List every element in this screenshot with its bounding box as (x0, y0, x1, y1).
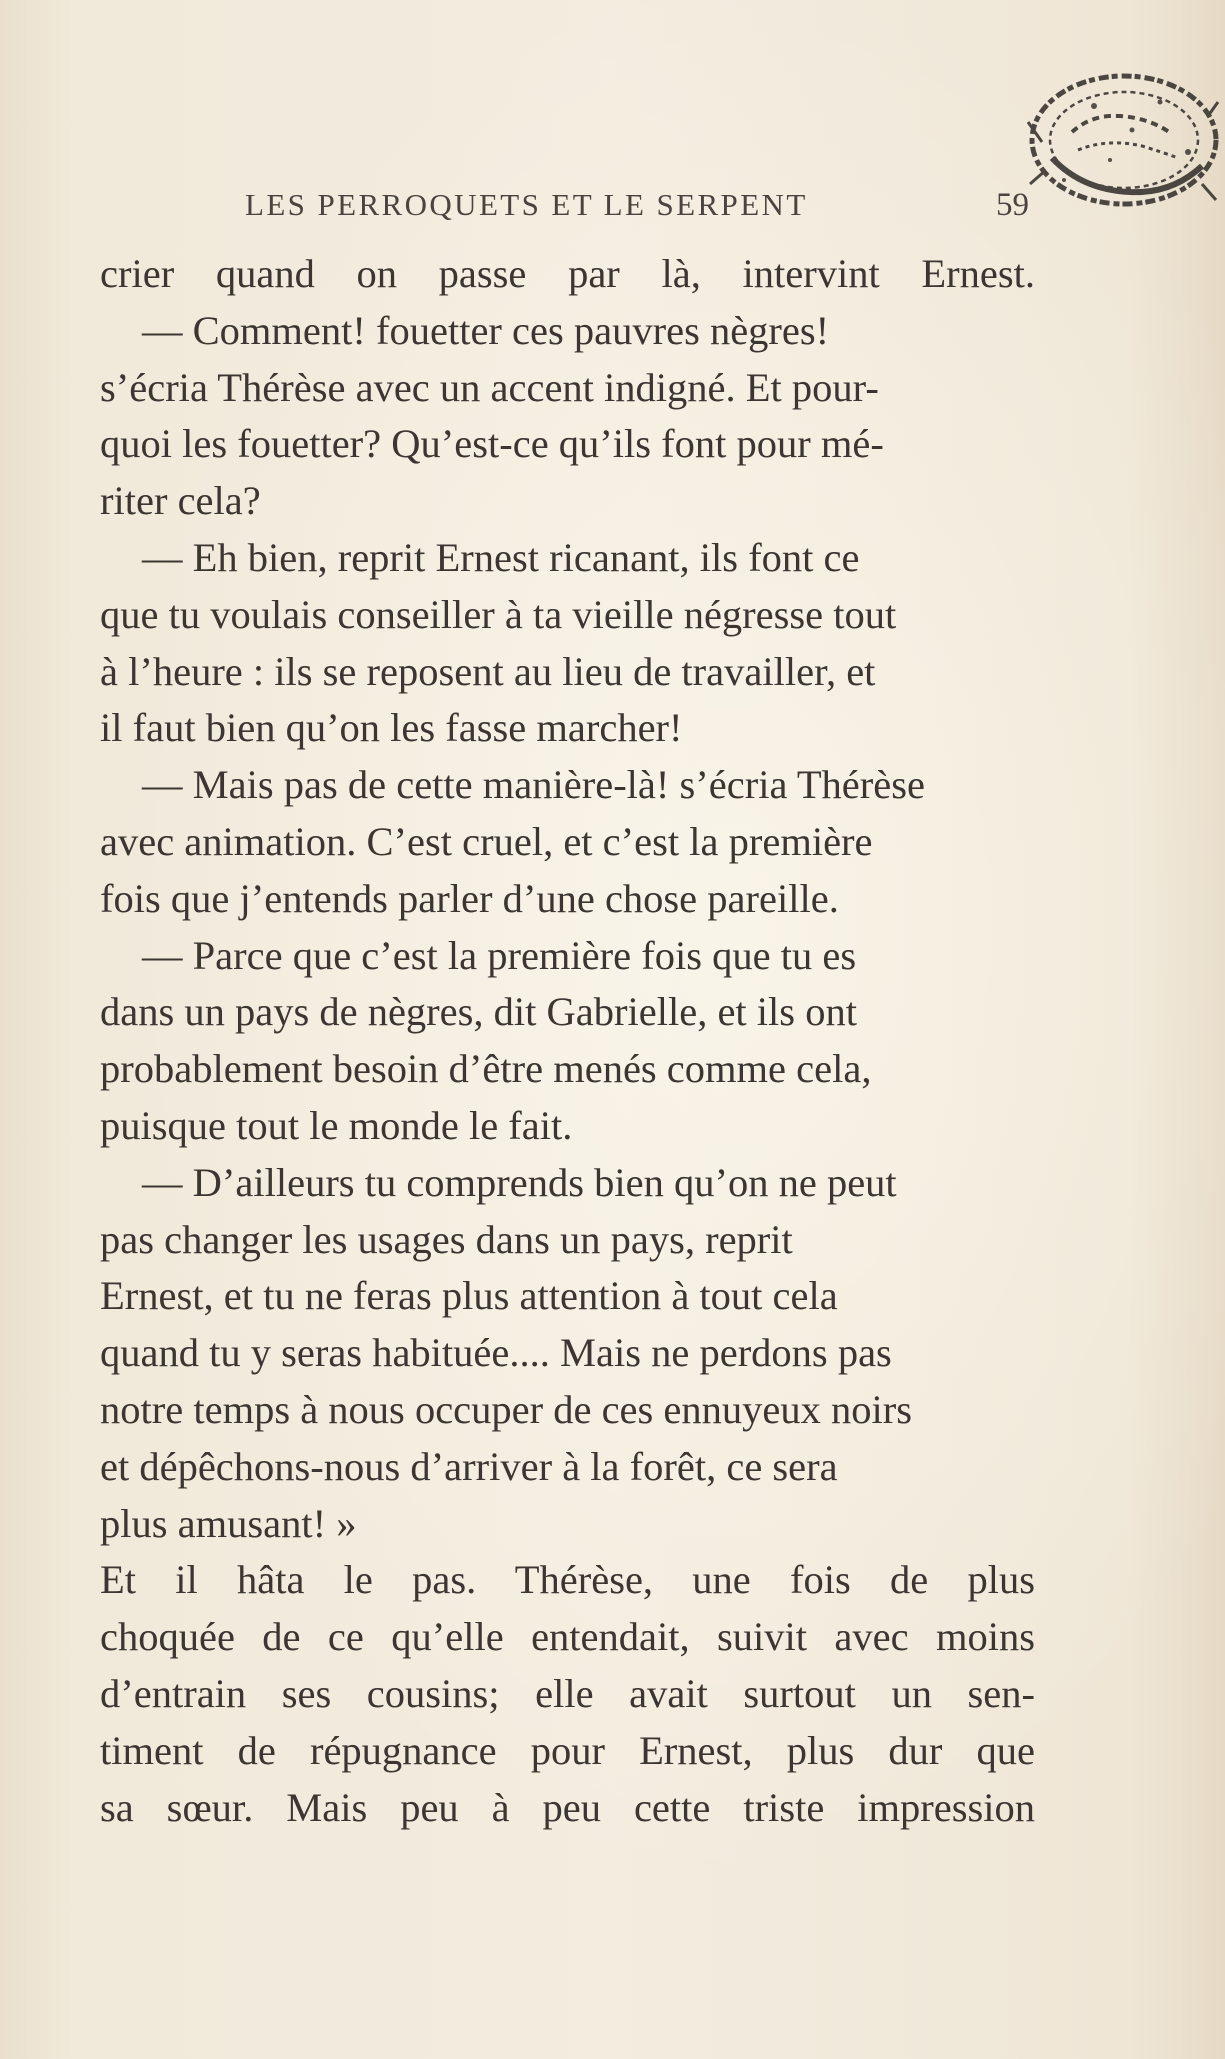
text-line: dans un pays de nègres, dit Gabrielle, et ils ont (100, 989, 857, 1035)
text-line: Et il hâta le pas. Thérèse, une fois de plus (100, 1557, 1035, 1603)
text-line: d’entrain ses cousins; elle avait surtout un sen- (100, 1670, 1035, 1716)
text-line: — Eh bien, reprit Ernest ricanant, ils font ce (142, 534, 860, 580)
text-line: s’écria Thérèse avec un accent indigné. Et pour- (100, 364, 879, 410)
text-line: — Mais pas de cette manière-là! s’écria Thérèse (142, 762, 925, 808)
text-line: — Parce que c’est la première fois que tu es (142, 932, 857, 978)
text-line: — Comment! fouetter ces pauvres nègres! (142, 307, 830, 353)
text-line: plus amusant! » (100, 1500, 357, 1546)
text-line: et dépêchons-nous d’arriver à la forêt, ce sera (100, 1443, 838, 1489)
text-line: que tu voulais conseiller à ta vieille négresse tout (100, 591, 897, 637)
paragraph (100, 928, 1035, 1155)
text-line: Ernest, et tu ne feras plus attention à tout cela (100, 1273, 838, 1319)
library-stamp-icon (1012, 62, 1222, 232)
text-line: fois que j’entends parler d’une chose pareille. (100, 875, 839, 921)
paragraph (100, 303, 1035, 530)
text-line: il faut bien qu’on les fasse marcher! (100, 705, 683, 751)
text-line: choquée de ce qu’elle entendait, suivit avec moins (100, 1614, 1035, 1660)
text-line: notre temps à nous occuper de ces ennuyeux noirs (100, 1386, 912, 1432)
paragraph (100, 530, 1035, 757)
running-title: LES PERROQUETS ET LE SERPENT (245, 187, 808, 222)
text-line: timent de répugnance pour Ernest, plus dur que (100, 1727, 1035, 1773)
text-line: quand tu y seras habituée.... Mais ne perdons pas (100, 1330, 892, 1376)
text-line: — D’ailleurs tu comprends bien qu’on ne peut (142, 1159, 897, 1205)
paragraph (100, 757, 1035, 927)
paragraph (100, 1552, 1035, 1836)
text-line: probablement besoin d’être menés comme cela, (100, 1046, 872, 1092)
page-header (245, 183, 1035, 227)
text-line: crier quand on passe par là, intervint Ernest. (100, 251, 1035, 296)
text-line: sa sœur. Mais peu à peu cette triste impression (100, 1784, 1035, 1830)
text-line: riter cela? (100, 478, 261, 524)
text-line: à l’heure : ils se reposent au lieu de travailler, et (100, 648, 876, 694)
page-number: 59 (996, 186, 1029, 223)
text-line: avec animation. C’est cruel, et c’est la première (100, 818, 873, 864)
paragraph (100, 1155, 1035, 1553)
text-line: puisque tout le monde le fait. (100, 1102, 573, 1148)
paragraph (100, 246, 1035, 303)
text-line: pas changer les usages dans un pays, reprit (100, 1216, 793, 1262)
body-text (100, 246, 1035, 1836)
text-line: quoi les fouetter? Qu’est-ce qu’ils font pour mé- (100, 421, 884, 467)
